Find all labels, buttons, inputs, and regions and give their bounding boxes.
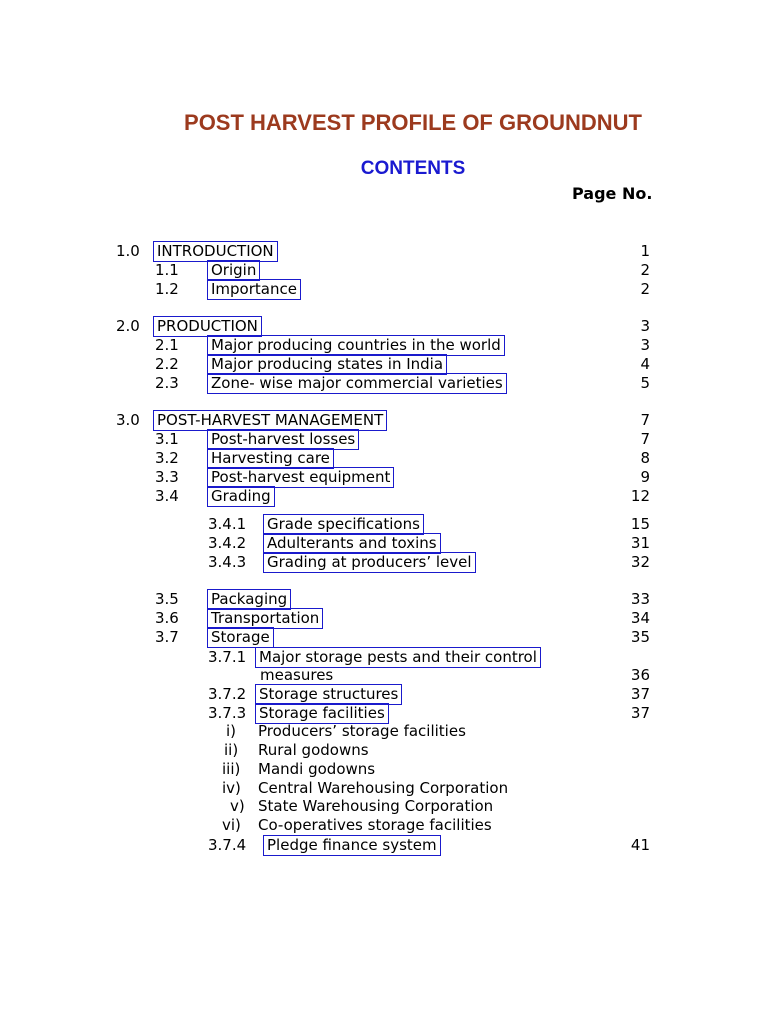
toc-entry-page: 37	[630, 685, 650, 703]
toc-entry-label[interactable]: Major storage pests and their control	[256, 648, 540, 667]
toc-entry-number: 3.0	[116, 411, 140, 429]
toc-entry	[0, 666, 768, 685]
toc-entry-number: 1.2	[155, 280, 179, 298]
toc-entry	[0, 242, 768, 261]
toc-entry	[0, 760, 768, 779]
toc-entry-page: 9	[640, 468, 650, 486]
toc-entry-number: 2.3	[155, 374, 179, 392]
toc-entry-page: 1	[640, 242, 650, 260]
toc-entry-number: 1.0	[116, 242, 140, 260]
toc-entry-label[interactable]: Post-harvest equipment	[208, 468, 393, 487]
toc-entry-number: 2.2	[155, 355, 179, 373]
toc-entry	[0, 515, 768, 534]
toc-entry	[0, 355, 768, 374]
toc-entry-number: 3.6	[155, 609, 179, 627]
contents-heading: CONTENTS	[360, 158, 466, 179]
toc-entry-label[interactable]: INTRODUCTION	[154, 242, 277, 261]
toc-entry-number: 2.1	[155, 336, 179, 354]
toc-entry	[0, 534, 768, 553]
toc-entry-label[interactable]: Pledge finance system	[264, 836, 440, 855]
toc-entry-page: 34	[630, 609, 650, 627]
toc-entry-number: iii)	[222, 760, 241, 778]
toc-entry-number: ii)	[224, 741, 239, 759]
toc-entry	[0, 609, 768, 628]
toc-entry-page: 7	[640, 411, 650, 429]
toc-entry-label[interactable]: PRODUCTION	[154, 317, 261, 336]
toc-entry-number: 3.2	[155, 449, 179, 467]
toc-entry-number: 3.3	[155, 468, 179, 486]
toc-entry-number: 2.0	[116, 317, 140, 335]
toc-entry-number: 3.7.1	[208, 648, 247, 666]
toc-entry-number: v)	[230, 797, 245, 815]
toc-entry-label[interactable]: Grade specifications	[264, 515, 423, 534]
toc-entry-page: 5	[640, 374, 650, 392]
toc-entry-label[interactable]: Harvesting care	[208, 449, 333, 468]
toc-entry-number: 3.7.2	[208, 685, 247, 703]
toc-entry	[0, 816, 768, 835]
toc-entry-page: 7	[640, 430, 650, 448]
toc-entry-number: 3.7.3	[208, 704, 247, 722]
toc-entry	[0, 411, 768, 430]
toc-entry-label[interactable]: Transportation	[208, 609, 322, 628]
toc-entry-number: 3.7	[155, 628, 179, 646]
toc-entry-label: Mandi godowns	[258, 760, 376, 778]
toc-entry-page: 12	[630, 487, 650, 505]
toc-entry	[0, 797, 768, 816]
toc-entry-label[interactable]: Storage structures	[256, 685, 401, 704]
toc-entry	[0, 449, 768, 468]
toc-entry-label: State Warehousing Corporation	[258, 797, 494, 815]
toc-entry-label[interactable]: Storage	[208, 628, 273, 647]
toc-entry	[0, 430, 768, 449]
toc-entry-page: 36	[630, 666, 650, 684]
page-no-header: Page No.	[572, 184, 653, 203]
toc-entry-page: 2	[640, 280, 650, 298]
toc-entry-number: 3.4.1	[208, 515, 247, 533]
toc-entry-page: 37	[630, 704, 650, 722]
toc-entry	[0, 317, 768, 336]
toc-entry-page: 32	[630, 553, 650, 571]
toc-entry-label[interactable]: Zone- wise major commercial varieties	[208, 374, 506, 393]
toc-entry-page: 33	[630, 590, 650, 608]
toc-entry-label[interactable]: Major producing countries in the world	[208, 336, 504, 355]
toc-entry-page: 4	[640, 355, 650, 373]
toc-entry-page: 8	[640, 449, 650, 467]
toc-entry-label[interactable]: Grading	[208, 487, 274, 506]
toc-entry-number: vi)	[222, 816, 241, 834]
toc-entry	[0, 836, 768, 855]
toc-entry-number: 3.7.4	[208, 836, 247, 854]
toc-entry-number: 3.4.2	[208, 534, 247, 552]
toc-entry-label[interactable]: Importance	[208, 280, 300, 299]
toc-entry-label[interactable]: Origin	[208, 261, 259, 280]
toc-entry	[0, 553, 768, 572]
toc-entry	[0, 704, 768, 723]
toc-entry-label[interactable]: Packaging	[208, 590, 290, 609]
toc-entry	[0, 685, 768, 704]
toc-entry-number: 1.1	[155, 261, 179, 279]
toc-entry-label[interactable]: Grading at producers’ level	[264, 553, 475, 572]
toc-entry	[0, 374, 768, 393]
toc-entry	[0, 261, 768, 280]
toc-entry-label: Co-operatives storage facilities	[258, 816, 492, 834]
toc-entry-page: 15	[630, 515, 650, 533]
toc-entry-page: 3	[640, 336, 650, 354]
toc-entry-page: 35	[630, 628, 650, 646]
toc-entry	[0, 590, 768, 609]
toc-entry	[0, 779, 768, 798]
toc-entry	[0, 628, 768, 647]
toc-entry-label: measures	[260, 666, 334, 684]
toc-entry	[0, 648, 768, 667]
toc-entry-page: 3	[640, 317, 650, 335]
toc-entry	[0, 487, 768, 506]
toc-entry-number: 3.4.3	[208, 553, 247, 571]
toc-entry	[0, 741, 768, 760]
toc-entry-label[interactable]: Post-harvest losses	[208, 430, 358, 449]
toc-entry-label: Central Warehousing Corporation	[258, 779, 509, 797]
toc-entry-number: 3.4	[155, 487, 179, 505]
toc-entry-label: Producers’ storage facilities	[258, 722, 466, 740]
toc-entry-label[interactable]: POST-HARVEST MANAGEMENT	[154, 411, 386, 430]
toc-entry	[0, 280, 768, 299]
toc-entry-label[interactable]: Major producing states in India	[208, 355, 446, 374]
document-title: POST HARVEST PROFILE OF GROUNDNUT	[184, 110, 642, 135]
toc-entry-label[interactable]: Storage facilities	[256, 704, 388, 723]
toc-entry	[0, 468, 768, 487]
toc-entry	[0, 336, 768, 355]
toc-entry	[0, 722, 768, 741]
toc-entry-page: 31	[630, 534, 650, 552]
toc-entry-page: 41	[630, 836, 650, 854]
toc-entry-number: i)	[226, 722, 237, 740]
toc-entry-number: 3.1	[155, 430, 179, 448]
toc-entry-number: 3.5	[155, 590, 179, 608]
toc-entry-number: iv)	[222, 779, 241, 797]
toc-entry-page: 2	[640, 261, 650, 279]
toc-entry-label[interactable]: Adulterants and toxins	[264, 534, 440, 553]
toc-entry-label: Rural godowns	[258, 741, 369, 759]
